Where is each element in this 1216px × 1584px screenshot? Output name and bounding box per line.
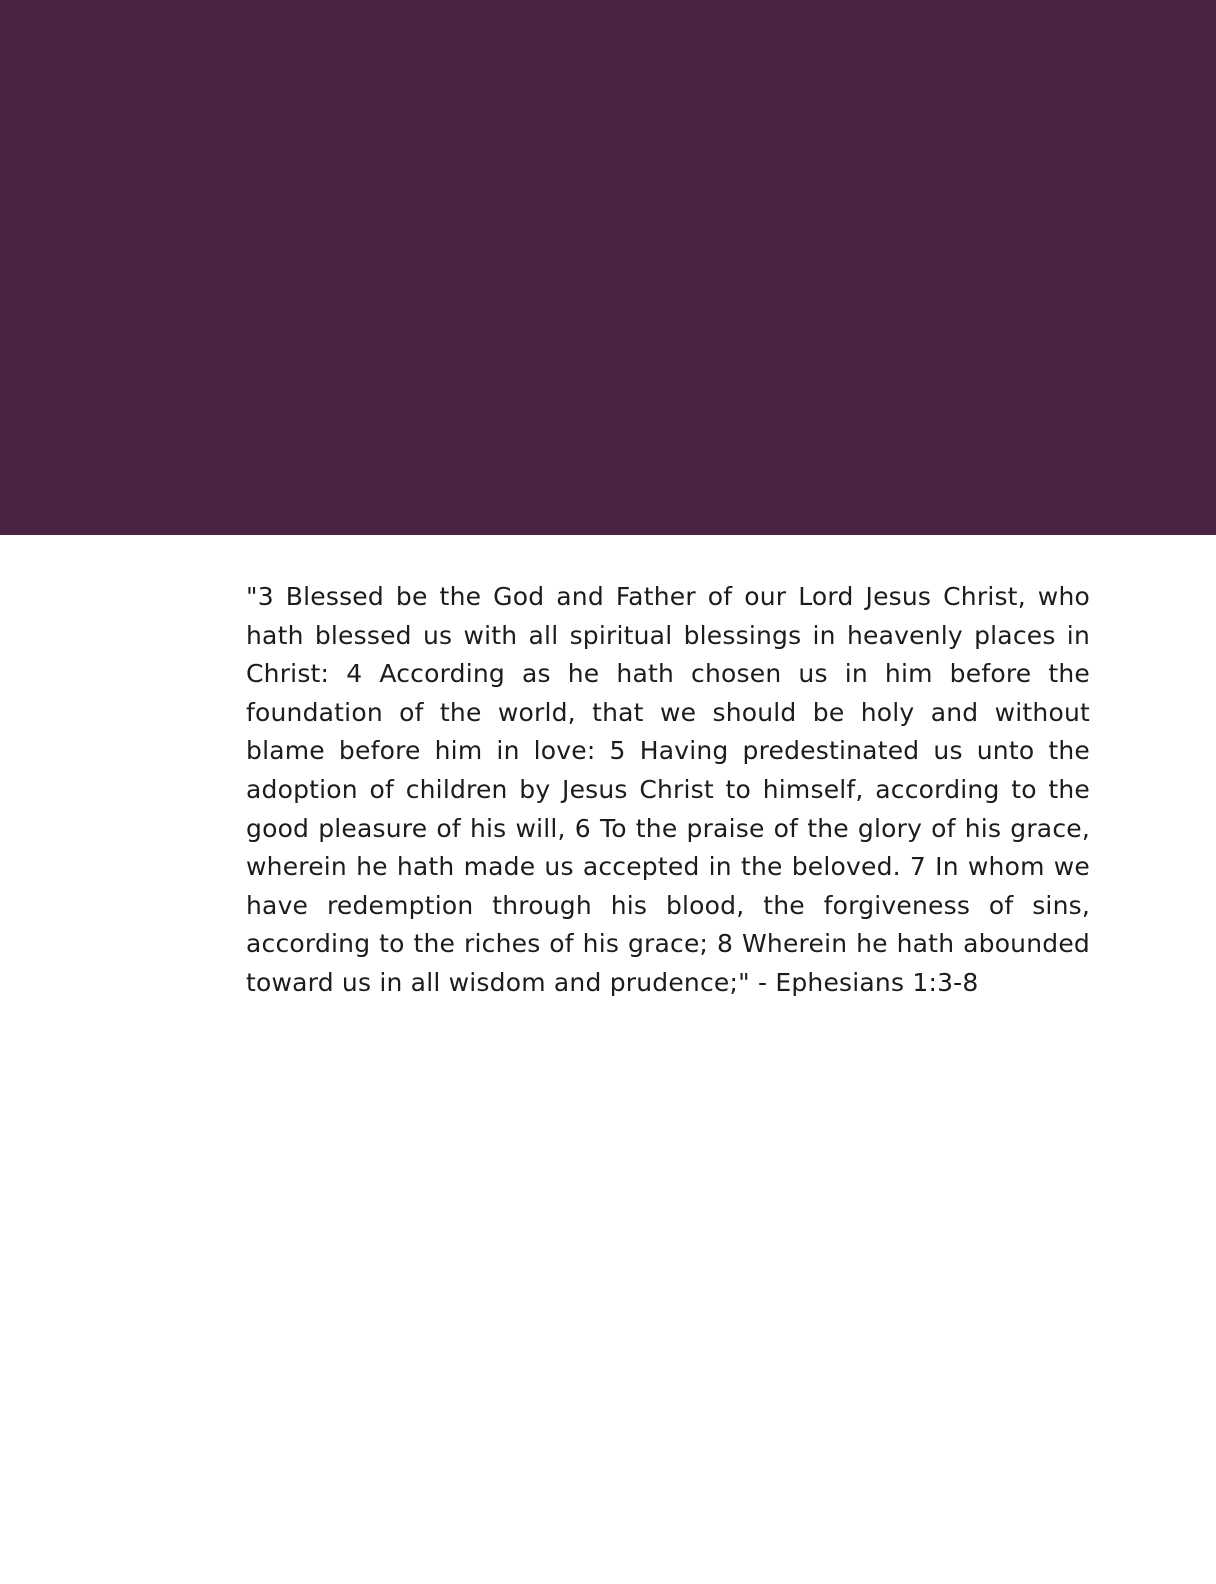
header-color-band — [0, 0, 1216, 535]
passage-container — [246, 578, 1090, 1003]
scripture-passage: "3 Blessed be the God and Father of our Lord Jesus Christ, who hath blessed us with all spiritual blessings in heavenly places in Christ: 4 According as he hath chosen us in him before the foundation of the world, that we should be holy and without blame before him in love: 5 Having predestinated us unto the adoption of children by Jesus Christ to himself, according to the good pleasure of his will, 6 To the praise of the glory of his grace, wherein he hath made us accepted in the beloved. 7 In whom we have redemption through his blood, the forgiveness of sins, according to the riches of his grace; 8 Wherein he hath abounded toward us in all wisdom and prudence;" - Ephesians 1:3-8 — [246, 582, 1090, 997]
